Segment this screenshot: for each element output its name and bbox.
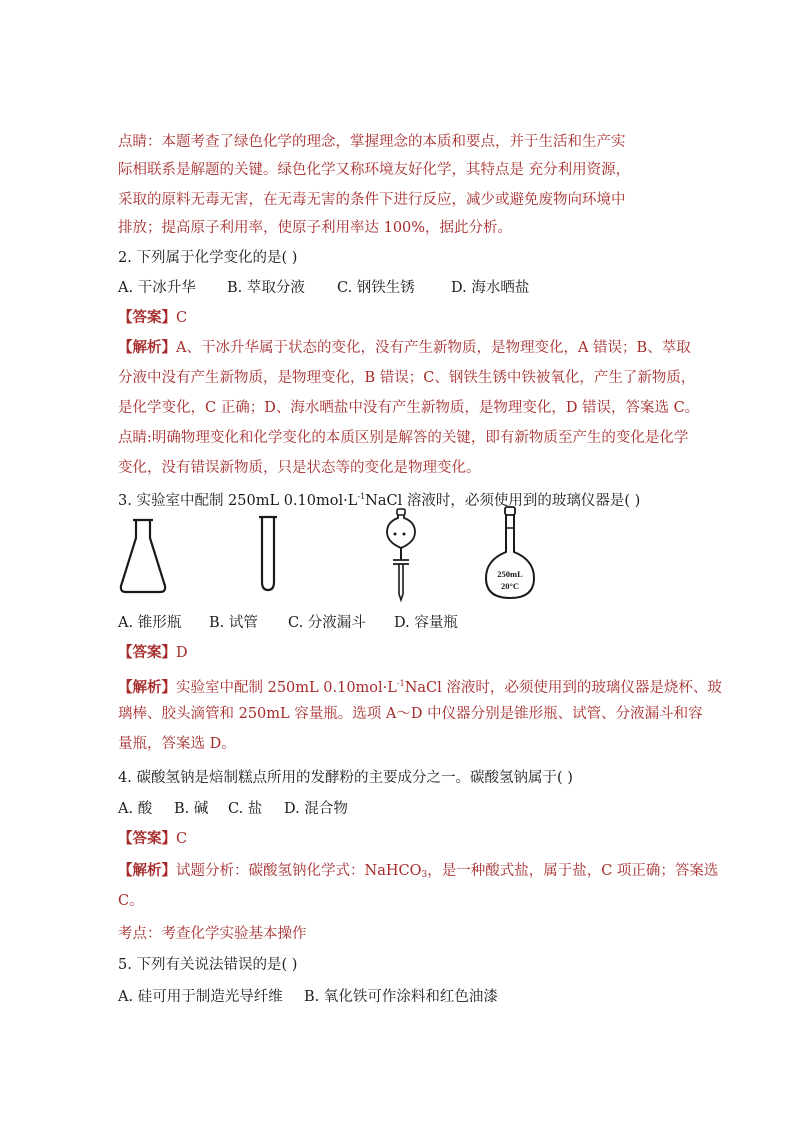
q4-point: 考点：考查化学实验基本操作 (118, 926, 307, 942)
q3-analysis-line-3: 量瓶，答案选 D。 (118, 736, 236, 752)
q5-option-a: A. 硅可用于制造光导纤维 (118, 989, 283, 1005)
q4-option-c: C. 盐 (228, 801, 263, 817)
apparatus-figure (118, 506, 558, 596)
q4-analysis-line-1 (118, 861, 718, 885)
q4-option-a: A. 酸 (118, 801, 153, 817)
q2-stem: 2. 下列属于化学变化的是( ) (118, 250, 298, 266)
q4-option-b: B. 碱 (174, 801, 209, 817)
answer-tag: 【答案】 (118, 644, 176, 661)
chemical-formula-subscript: 3 (421, 870, 428, 880)
q2-analysis-line-1 (118, 338, 691, 358)
answer-value: C (176, 831, 188, 847)
q2-answer (118, 308, 187, 328)
q1-note-line-3: 采取的原料无毒无害，在无毒无害的条件下进行反应，减少或避免废物向环境中 (118, 192, 626, 208)
q2-analysis-line-3: 是化学变化，C 正确；D、海水晒盐中没有产生新物质，是物理变化，D 错误，答案选 C。 (118, 400, 700, 416)
q3-stem-text: 3. 实验室中配制 250mL 0.10mol·L (118, 493, 358, 509)
q3-option-d: D. 容量瓶 (394, 615, 458, 631)
q4-answer (118, 829, 187, 849)
analysis-text: 试题分析：碳酸氢钠化学式： (176, 863, 365, 879)
q4-stem: 4. 碳酸氢钠是焙制糕点所用的发酵粉的主要成分之一。碳酸氢钠属于( ) (118, 770, 573, 786)
q2-options (118, 278, 529, 298)
answer-tag: 【答案】 (118, 309, 176, 326)
q3-option-b: B. 试管 (209, 615, 258, 631)
q2-option-d: D. 海水晒盐 (451, 280, 530, 296)
answer-value: C (176, 310, 188, 326)
q2-option-c: C. 钢铁生锈 (337, 280, 415, 296)
answer-value: D (176, 645, 188, 661)
volumetric-flask-icon (482, 506, 538, 602)
q2-note-line-2: 变化，没有错误新物质，只是状态等的变化是物理变化。 (118, 460, 481, 476)
q1-note-line-4: 排放；提高原子利用率，使原子利用率达 100%，据此分析。 (118, 220, 513, 236)
q1-note-line-1: 点睛：本题考查了绿色化学的理念，掌握理念的本质和要点，并于生活和生产实 (118, 134, 626, 150)
separatory-funnel-icon (383, 508, 419, 604)
q3-answer (118, 643, 188, 663)
q2-option-b: B. 萃取分液 (227, 280, 305, 296)
analysis-text-end: NaCl 溶液时，必须使用到的玻璃仪器是烧杯、玻 (404, 680, 722, 696)
q3-stem-superscript: -1 (357, 492, 366, 501)
q5-stem: 5. 下列有关说法错误的是( ) (118, 957, 298, 973)
analysis-tag: 【解析】 (118, 862, 176, 879)
q2-note-line-1: 点睛:明确物理变化和化学变化的本质区别是解答的关键，即有新物质至产生的变化是化学 (118, 430, 689, 446)
q3-option-a: A. 锥形瓶 (118, 615, 182, 631)
chemical-formula: NaHCO (364, 863, 422, 879)
q2-analysis-line-2: 分液中没有产生新物质，是物理变化，B 错误；C、钢铁生锈中铁被氧化，产生了新物质， (118, 370, 696, 386)
erlenmeyer-flask-icon (118, 516, 168, 596)
answer-tag: 【答案】 (118, 830, 176, 847)
q3-analysis-line-2: 璃棒、胶头滴管和 250mL 容量瓶。选项 A～D 中仪器分别是锥形瓶、试管、分液漏斗和容 (118, 706, 703, 722)
q3-analysis-line-1 (118, 674, 722, 698)
volumetric-flask-temperature-label: 20°C (500, 581, 520, 591)
analysis-text: A、干冰升华属于状态的变化，没有产生新物质，是物理变化，A 错误；B、萃取 (176, 340, 691, 356)
q2-option-a: A. 干冰升华 (118, 280, 196, 296)
test-tube-icon (256, 514, 280, 594)
q3-stem-text-end: NaCl 溶液时，必须使用到的玻璃仪器是( ) (365, 493, 641, 509)
q5-option-b: B. 氧化铁可作涂料和红色油漆 (304, 989, 498, 1005)
q4-options (118, 799, 348, 819)
q4-option-d: D. 混合物 (284, 801, 348, 817)
analysis-superscript: -1 (396, 679, 405, 688)
analysis-text-end: ，是一种酸式盐，属于盐，C 项正确；答案选 (427, 863, 719, 879)
q3-option-c: C. 分液漏斗 (288, 615, 366, 631)
q4-analysis-line-2: C。 (118, 893, 144, 909)
analysis-tag: 【解析】 (118, 339, 176, 356)
volumetric-flask-capacity-label: 250mL (497, 569, 523, 579)
analysis-tag: 【解析】 (118, 679, 176, 696)
analysis-text: 实验室中配制 250mL 0.10mol·L (176, 680, 397, 696)
q5-options (118, 987, 498, 1007)
q1-note-line-2: 际相联系是解题的关键。绿色化学又称环境友好化学，其特点是 充分利用资源， (118, 162, 631, 178)
q3-options (118, 613, 458, 633)
